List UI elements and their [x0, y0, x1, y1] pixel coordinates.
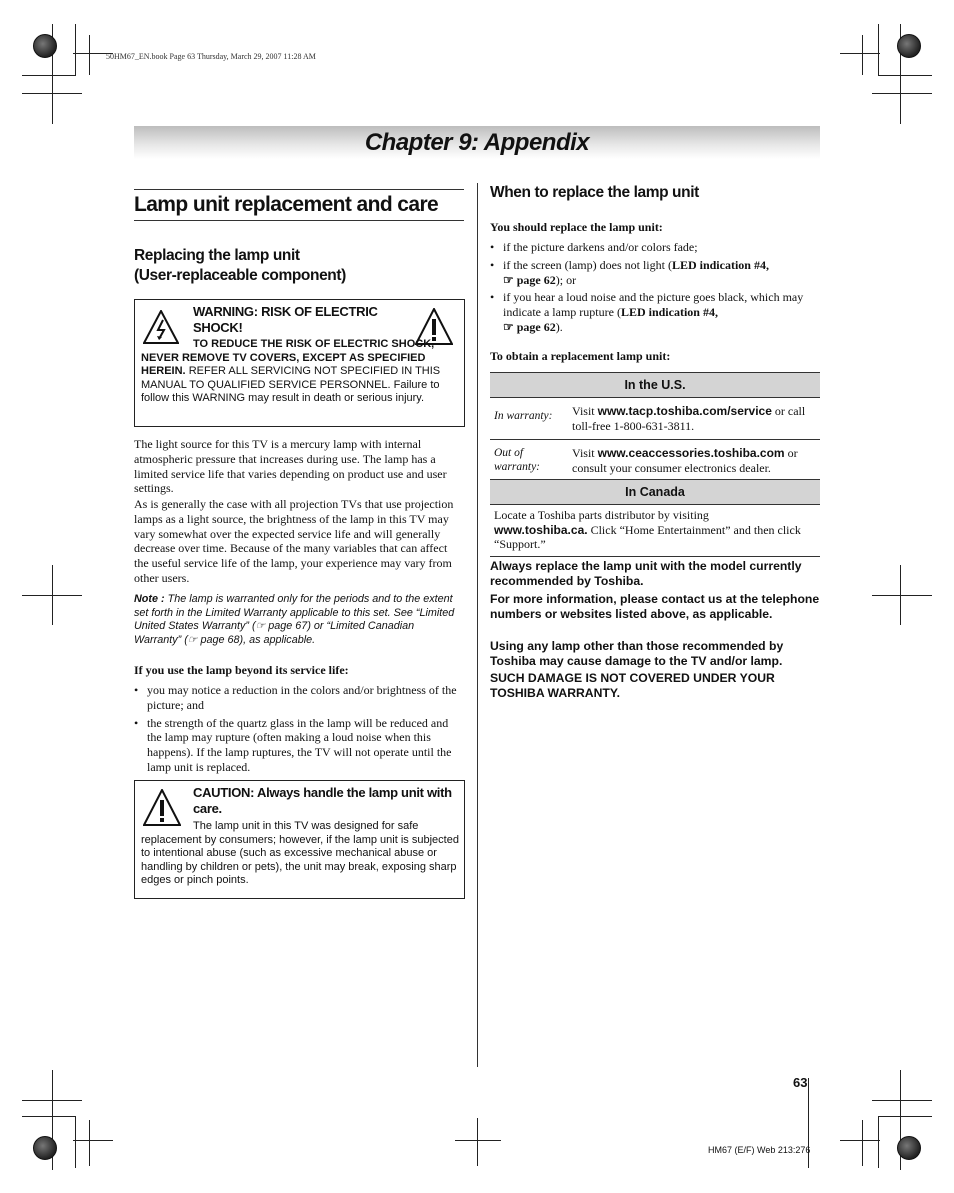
list-item: • you may notice a reduction in the colors and/or brightness of the picture; and	[134, 683, 464, 713]
item3-post: ).	[555, 319, 563, 334]
section-title: Lamp unit replacement and care	[134, 189, 464, 221]
visit-text: Visit	[572, 446, 595, 460]
beyond-service-life-heading: If you use the lamp beyond its service life:	[134, 663, 349, 677]
warning-box	[134, 299, 465, 427]
caution-title: CAUTION: Always handle the lamp unit with care.	[193, 785, 452, 816]
caution-text	[141, 820, 459, 888]
chapter-band	[134, 126, 820, 159]
toshiba-ca-link[interactable]: www.toshiba.ca.	[494, 522, 588, 537]
item2-led: LED indication #4,	[671, 257, 769, 272]
in-warranty-label: In warranty:	[490, 398, 568, 440]
bold-notice-damage: Using any lamp other than those recommended by Toshiba may cause damage to the TV and/or lamp.	[490, 639, 784, 668]
item2-text: if the screen (lamp) does not light (	[503, 257, 672, 272]
list-item	[490, 290, 820, 334]
subsection-title-line2: (User-replaceable component)	[134, 267, 346, 284]
warning-text	[141, 338, 459, 406]
caution-box	[134, 780, 465, 899]
out-of-warranty-label: Out of warranty:	[490, 440, 568, 482]
bold-notice-model: Always replace the lamp unit with the model currently recommended by Toshiba.	[490, 559, 802, 588]
beyond-service-life-list	[134, 683, 464, 778]
canada-contact-table	[490, 479, 820, 557]
note-text: The lamp is warranted only for the periods and to the extent set forth in the Limited Warranty applicable to this set. See “Limited United States Warranty” (☞ page 67) or “Limited Canadian Warranty” (☞ page 68), as applicable.	[134, 593, 455, 646]
bold-notice-warranty: SUCH DAMAGE IS NOT COVERED UNDER YOUR TOSHIBA WARRANTY.	[490, 671, 775, 700]
canada-pre-text: Locate a Toshiba parts distributor by visiting	[494, 508, 709, 522]
toll-free-text: or call toll-free 1-800-631-3811.	[572, 404, 806, 433]
us-table-header: In the U.S.	[490, 373, 820, 398]
us-contact-table	[490, 372, 820, 482]
caution-text-body: The lamp unit in this TV was designed for safe replacement by consumers; however, if the lamp unit is subjected to intentional abuse (such as excessive mechanical abuse or handling by children or pets), the unit may break, exposing sharp edges or pinch points.	[141, 820, 459, 887]
canada-table-header: In Canada	[490, 480, 820, 505]
when-to-replace-heading: When to replace the lamp unit	[490, 184, 699, 201]
canada-rest-text: Click “Home Entertainment” and then click “Support.”	[494, 522, 801, 551]
list-item	[490, 240, 820, 255]
item2-post: ); or	[555, 272, 577, 287]
column-divider	[477, 183, 478, 1067]
replace-heading: You should replace the lamp unit:	[490, 220, 663, 234]
subsection-title	[134, 246, 464, 286]
footer-code: HM67 (E/F) Web 213:276	[708, 1145, 811, 1155]
item2-page-ref: ☞ page 62	[503, 272, 556, 287]
paragraph-light-source: The light source for this TV is a mercury lamp with internal atmospheric pressure that increases during use. The lamp has a limited service life that varies depending on product use and user settings.	[134, 437, 447, 496]
book-info: 50HM67_EN.book Page 63 Thursday, March 29, 2007 11:28 AM	[106, 52, 316, 61]
bold-notice-contact: For more information, please contact us at the telephone numbers or websites listed above, as applicable.	[490, 592, 820, 621]
paragraph-brightness: As is generally the case with all projection TVs that use projection lamps as a light source, the brightness of the lamp in this TV may vary somewhat over the expected service life and will generally decrease over time. Because of the many variables that can affect the useful service life of the lamp, your experience may vary from other users.	[134, 497, 454, 585]
list-item	[490, 258, 820, 288]
warning-bold-text: TO REDUCE THE RISK OF ELECTRIC SHOCK, NEVER REMOVE TV COVERS, EXCEPT AS SPECIFIED HEREIN.	[141, 338, 435, 378]
out-of-warranty-value	[568, 440, 820, 482]
visit-text: Visit	[572, 404, 595, 418]
dealer-text: or consult your consumer electronics dealer.	[572, 446, 798, 475]
item3-text: if you hear a loud noise and the picture goes black, which may indicate a lamp rupture (	[503, 290, 804, 320]
warranty-note	[134, 593, 464, 647]
obtain-heading: To obtain a replacement lamp unit:	[490, 349, 671, 363]
page-number: 63	[793, 1075, 808, 1090]
note-label: Note :	[134, 593, 165, 605]
chapter-title: Chapter 9: Appendix	[364, 129, 590, 156]
ceaccessories-link[interactable]: www.ceaccessories.toshiba.com	[597, 446, 785, 460]
item3-led: LED indication #4,	[620, 305, 718, 320]
list-item: • the strength of the quartz glass in the lamp will be reduced and the lamp may rupture (often making a loud noise when this happens). If the lamp ruptures, the TV will not operate until the lamp unit is replaced.	[134, 716, 464, 775]
replace-conditions-list	[490, 240, 820, 338]
item3-page-ref: ☞ page 62	[503, 319, 556, 334]
subsection-title-line1: Replacing the lamp unit	[134, 247, 300, 264]
warning-plain-text: Failure to follow this WARNING may result in death or serious injury.	[141, 378, 440, 405]
warning-title: WARNING: RISK OF ELECTRIC SHOCK!	[193, 304, 378, 335]
in-warranty-value	[568, 398, 820, 440]
warning-caps-text: REFER ALL SERVICING NOT SPECIFIED IN THIS MANUAL TO QUALIFIED SERVICE PERSONNEL.	[141, 365, 441, 391]
canada-value	[490, 505, 820, 557]
tacp-service-link[interactable]: www.tacp.toshiba.com/service	[597, 404, 772, 418]
item1-text: if the picture darkens and/or colors fade;	[503, 240, 698, 254]
